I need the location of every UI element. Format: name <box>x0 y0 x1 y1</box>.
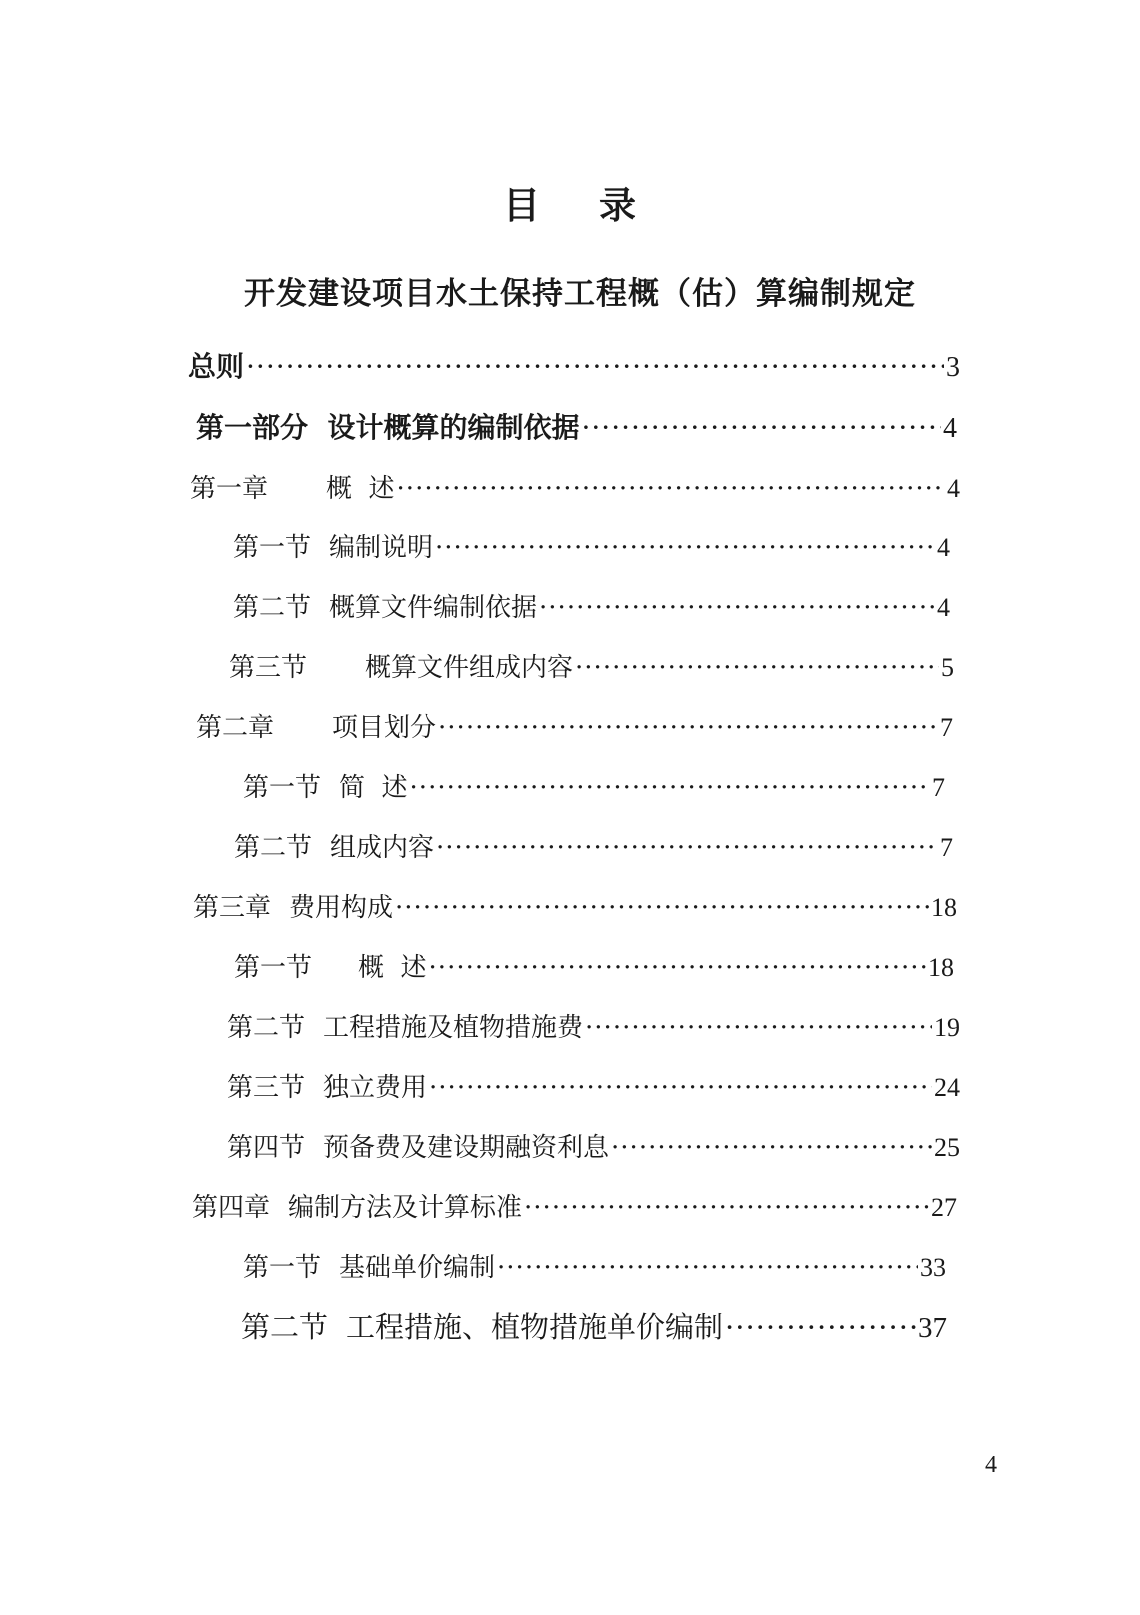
toc-entry-label: 总则 <box>188 350 245 383</box>
toc-page-number: 5 <box>941 653 954 682</box>
toc-entry-part-one[interactable] <box>196 406 957 450</box>
toc-page-number: 27 <box>931 1193 957 1222</box>
dot-leader <box>429 953 926 983</box>
document-title: 开发建设项目水土保持工程概（估）算编制规定 <box>244 276 916 312</box>
toc-entry-general[interactable] <box>188 345 960 389</box>
dot-leader <box>497 1253 918 1283</box>
toc-page-number: 33 <box>920 1253 946 1282</box>
page-title <box>0 175 1140 229</box>
toc-entry-section-3-2[interactable] <box>227 1007 960 1051</box>
toc-entry-label: 第三章 费用构成 <box>193 893 394 923</box>
toc-entry-section-3-3[interactable] <box>227 1067 960 1111</box>
dot-leader <box>435 533 935 563</box>
toc-entry-section-4-2[interactable] <box>241 1305 947 1349</box>
toc-entry-label: 第二节 组成内容 <box>234 833 435 863</box>
toc-page-number: 4 <box>937 533 950 562</box>
toc-entry-section-1-2[interactable] <box>233 587 950 631</box>
toc-entry-label: 第三节 概算文件组成内容 <box>229 653 574 683</box>
toc-entry-label: 第四节 预备费及建设期融资利息 <box>227 1133 610 1163</box>
dot-leader <box>438 713 938 743</box>
toc-entry-section-4-1[interactable] <box>243 1247 946 1291</box>
toc-entry-label: 第四章 编制方法及计算标准 <box>192 1193 523 1223</box>
dot-leader <box>524 1193 929 1223</box>
toc-entry-label: 第一章 概 述 <box>190 474 395 504</box>
toc-page-number: 4 <box>943 413 957 444</box>
toc-page-number: 4 <box>947 474 960 503</box>
dot-leader <box>395 893 929 923</box>
dot-leader <box>246 350 944 383</box>
toc-entry-chapter-1[interactable] <box>190 468 960 512</box>
toc-entry-label: 第一节 简 述 <box>243 773 408 803</box>
toc-entry-label: 第二章 项目划分 <box>196 713 437 743</box>
toc-entry-label: 第一节 编制说明 <box>233 533 434 563</box>
toc-entry-label: 第一节 概 述 <box>234 953 427 983</box>
page-title-left: 目 <box>503 184 541 227</box>
dot-leader <box>582 411 942 444</box>
dot-leader <box>436 833 938 863</box>
toc-page-number: 7 <box>932 773 945 802</box>
toc-entry-section-1-1[interactable] <box>233 527 950 571</box>
dot-leader <box>575 653 939 683</box>
toc-page-number: 18 <box>928 953 954 982</box>
toc-page-number: 18 <box>931 893 957 922</box>
toc-page-number: 19 <box>934 1013 960 1042</box>
page-number: 4 <box>985 1452 997 1478</box>
page-title-right: 录 <box>599 184 637 227</box>
toc-entry-section-3-4[interactable] <box>227 1127 960 1171</box>
toc-entry-section-2-2[interactable] <box>234 827 953 871</box>
dot-leader <box>725 1310 916 1344</box>
toc-page-number: 7 <box>940 833 953 862</box>
toc-entry-section-2-1[interactable] <box>243 767 945 811</box>
dot-leader <box>539 593 935 623</box>
toc-entry-chapter-3[interactable] <box>193 887 957 931</box>
toc-entry-label: 第一节 基础单价编制 <box>243 1253 496 1283</box>
toc-page-number: 24 <box>934 1073 960 1102</box>
toc-page-number: 25 <box>934 1133 960 1162</box>
toc-page-number: 4 <box>937 593 950 622</box>
dot-leader <box>429 1073 932 1103</box>
toc-entry-chapter-4[interactable] <box>192 1187 957 1231</box>
toc-entry-label: 第三节 独立费用 <box>227 1073 428 1103</box>
toc-page-number: 7 <box>940 713 953 742</box>
dot-leader <box>410 773 930 803</box>
toc-page-number: 37 <box>918 1312 947 1344</box>
dot-leader <box>397 474 945 504</box>
dot-leader <box>611 1133 932 1163</box>
toc-entry-section-1-3[interactable] <box>229 647 954 691</box>
toc-entry-section-3-1[interactable] <box>234 947 954 991</box>
dot-leader <box>585 1013 932 1043</box>
toc-entry-label: 第二节 工程措施、植物措施单价编制 <box>241 1310 724 1344</box>
toc-entry-label: 第二节 概算文件编制依据 <box>233 593 538 623</box>
toc-entry-chapter-2[interactable] <box>196 707 953 751</box>
toc-page-number: 3 <box>946 352 960 383</box>
toc-entry-label: 第二节 工程措施及植物措施费 <box>227 1013 584 1043</box>
toc-entry-label: 第一部分 设计概算的编制依据 <box>196 411 580 444</box>
